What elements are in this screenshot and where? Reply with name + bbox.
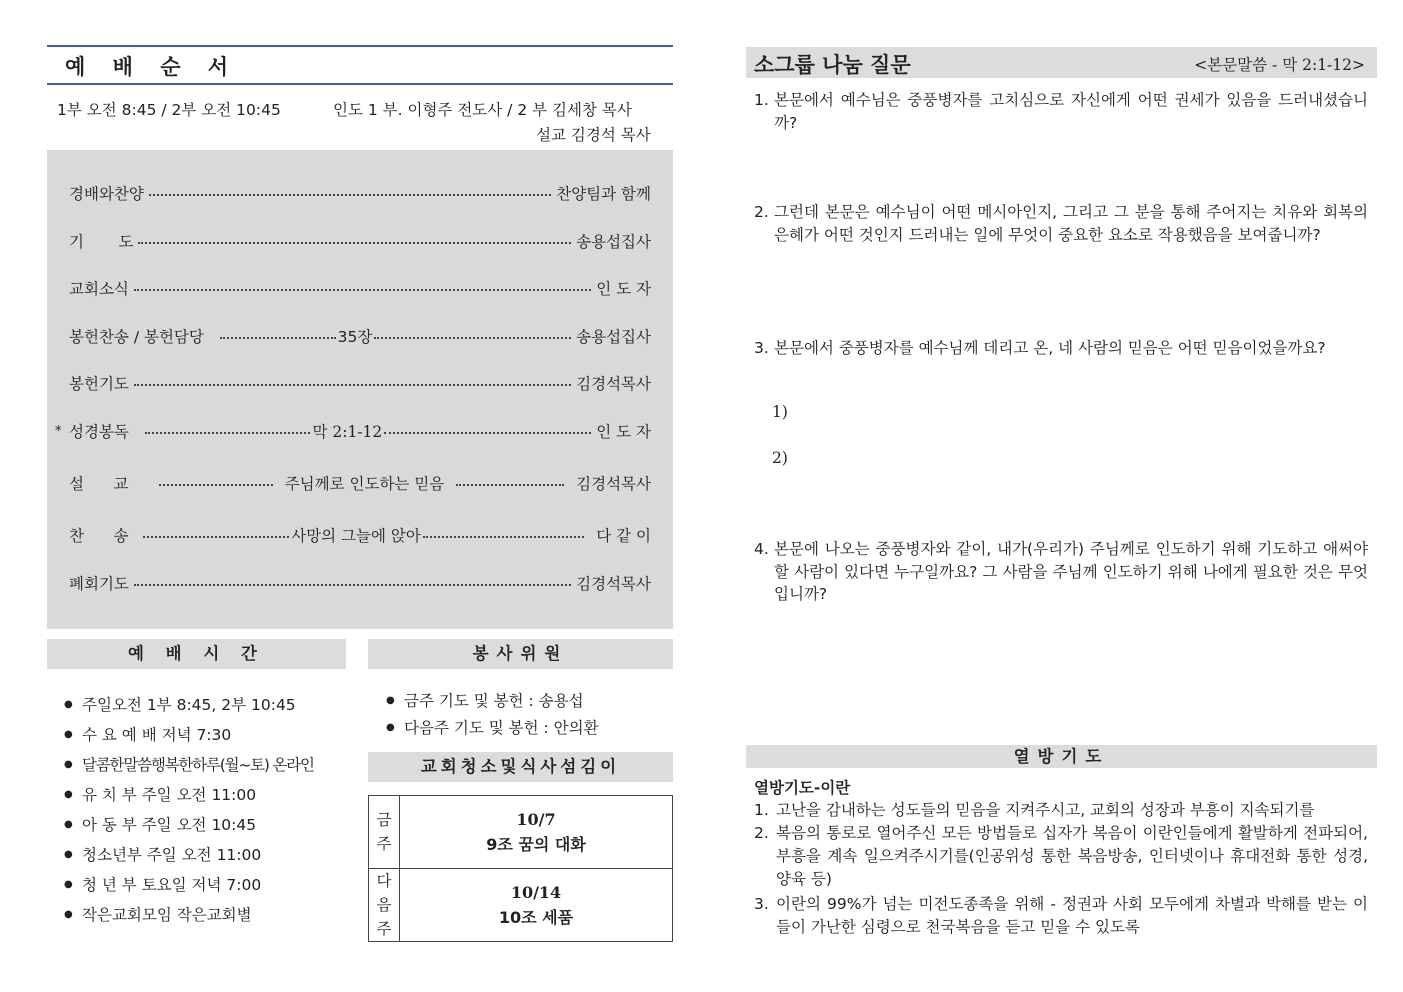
leader-dots [149,194,551,196]
order-label: 설 교 [69,475,129,493]
list-item: ● 다음주 기도 및 봉헌 : 안의환 [386,716,676,743]
order-right: 김경석목사 [576,475,651,493]
list-item: ● 작은교회모임 작은교회별 [64,902,354,932]
service-times-header: 예 배 시 간 [47,639,346,669]
order-row [69,372,651,394]
order-star: * [55,423,62,439]
week-label [369,796,400,868]
order-right: 송용섭집사 [576,328,651,346]
service-times-list [64,692,354,932]
list-item: ● 달콤한말씀행복한하루(월~토) 온라인 [64,752,354,782]
leader-line: 인도 1 부. 이형주 전도사 / 2 부 김세창 목사 [333,101,632,119]
list-item: ● 유 치 부 주일 오전 11:00 [64,782,354,812]
leader-dots [134,384,571,386]
prayer-header: 열방기도 [746,745,1377,768]
question-4 [754,538,1368,606]
service-times-line: 1부 오전 8:45 / 2부 오전 10:45 [57,101,281,119]
question-number: 2. [754,203,769,221]
cleaning-team: 10조 세품 [498,908,574,927]
question-2 [754,201,1368,246]
cleaning-content [400,796,672,868]
order-row [69,277,651,299]
week-char: 다 [376,872,392,890]
prayer-subtitle: 열방기도-이란 [754,779,851,797]
week-char: 주 [376,920,392,938]
order-row [69,230,651,252]
prayer-text: 고난을 감내하는 성도들의 믿음을 지켜주시고, 교회의 성장과 부흥이 지속되기를 [776,801,1315,819]
order-right: 인 도 자 [596,423,651,441]
leader-dots [138,242,571,244]
order-mid: 막 2:1-12 [312,423,383,441]
week-label [369,869,400,941]
order-label: 폐회기도 [69,575,129,593]
week-char: 금 [376,811,392,829]
order-row [69,182,651,204]
question-number: 4. [754,540,769,558]
prayer-item [754,799,1368,822]
question-3 [754,337,1368,360]
order-row [55,420,651,442]
cleaning-team: 9조 꿈의 대화 [486,835,586,854]
order-right: 인 도 자 [596,280,651,298]
leader-dots [374,337,571,339]
list-item: ● 수 요 예 배 저녁 7:30 [64,722,354,752]
order-row [69,524,651,546]
prayer-number: 1. [754,801,769,819]
week-char: 음 [376,896,392,914]
order-row [69,325,651,347]
list-item: ● 아 동 부 주일 오전 10:45 [64,812,354,842]
prayer-number: 2. [754,824,769,842]
question-text: 본문에 나오는 중풍병자와 같이, 내가(우리가) 주님께로 인도하기 위해 기도하고 애써야 할 사람이 있다면 누구일까요? 그 사람을 주님께 인도하기 위해 나에게 필요한 것은 무엇입니까? [774,540,1368,603]
prayer-item [754,893,1368,939]
list-item: ● 금주 기도 및 봉헌 : 송용섭 [386,689,676,716]
order-right: 김경석목사 [576,375,651,393]
cleaning-date: 10/14 [510,883,562,902]
leader-dots [145,432,311,434]
worship-order-header [47,45,673,85]
order-mid: 주님께로 인도하는 믿음 [284,475,445,493]
small-group-title: 소그룹 나눔 질문 [754,53,911,77]
order-right: 다 같 이 [596,527,651,545]
prayer-text: 복음의 통로로 열어주신 모든 방법들로 십자가 복음이 이란인들에게 활발하게 전파되어, 부흥을 계속 일으켜주시기를(인공위성 통한 복음방송, 인터넷이나 휴대전화 통한 성경, 양육 등) [776,824,1368,888]
order-mid: 35장 [337,328,373,346]
answer-slot-1: 1) [772,403,788,421]
question-number: 1. [754,91,769,109]
worship-order-title: 예 배 순 서 [65,55,239,79]
leader-dots [384,432,591,434]
worship-order-box [47,150,673,629]
cleaning-table [368,795,673,942]
list-item: ● 청소년부 주일 오전 11:00 [64,842,354,872]
order-row [69,572,651,594]
prayer-item [754,822,1368,891]
order-right: 김경석목사 [576,575,651,593]
table-row [369,869,672,941]
order-label: 찬 송 [69,527,129,545]
order-row [69,472,651,494]
leader-dots [159,484,273,486]
question-text: 본문에서 중풍병자를 예수님께 데리고 온, 네 사람의 믿음은 어떤 믿음이었을까요? [774,339,1326,357]
question-text: 그런데 본문은 예수님이 어떤 메시아인지, 그리고 그 분을 통해 주어지는 치유와 회복의 은혜가 어떤 것인지 드러내는 일에 무엇이 중요한 요소로 작용했음을 보여줍니까? [774,203,1368,244]
leader-dots [456,484,564,486]
leader-dots [220,337,336,339]
leader-dots [134,289,591,291]
prayer-number: 3. [754,895,769,913]
leader-dots [143,536,290,538]
order-mid: 사망의 그늘에 앉아 [291,527,421,545]
cleaning-header: 교회청소및식사섬김이 [368,752,673,782]
list-item: ● 청 년 부 토요일 저녁 7:00 [64,872,354,902]
order-label: 경배와찬양 [69,185,144,203]
week-char: 주 [376,835,392,853]
small-group-header [746,47,1377,78]
volunteers-header: 봉사위원 [368,639,673,669]
answer-slot-2: 2) [772,449,788,467]
prayer-text: 이란의 99%가 넘는 미전도종족을 위해 - 정권과 사회 모두에게 차별과 박해를 받는 이들이 가난한 심령으로 천국복음을 듣고 믿을 수 있도록 [776,895,1368,936]
cleaning-date: 10/7 [516,810,556,829]
volunteers-list [386,689,676,743]
table-row [369,796,672,869]
order-label: 봉헌찬송 / 봉헌담당 [69,328,204,346]
order-right: 송용섭집사 [576,233,651,251]
leader-dots [423,536,584,538]
order-label: 기 도 [69,233,134,251]
question-number: 3. [754,339,769,357]
order-label: 성경봉독 [69,423,129,441]
sermon-by-line: 설교 김경석 목사 [536,126,651,144]
question-1 [754,89,1368,134]
cleaning-content [400,869,672,941]
leader-dots [134,584,571,586]
order-right: 찬양팀과 함께 [556,185,651,203]
order-label: 교회소식 [69,280,129,298]
order-label: 봉헌기도 [69,375,129,393]
scripture-reference: <본문말씀 - 막 2:1-12> [1194,56,1365,74]
list-item: ● 주일오전 1부 8:45, 2부 10:45 [64,692,354,722]
question-text: 본문에서 예수님은 중풍병자를 고치심으로 자신에게 어떤 권세가 있음을 드러내셨습니까? [774,91,1368,132]
